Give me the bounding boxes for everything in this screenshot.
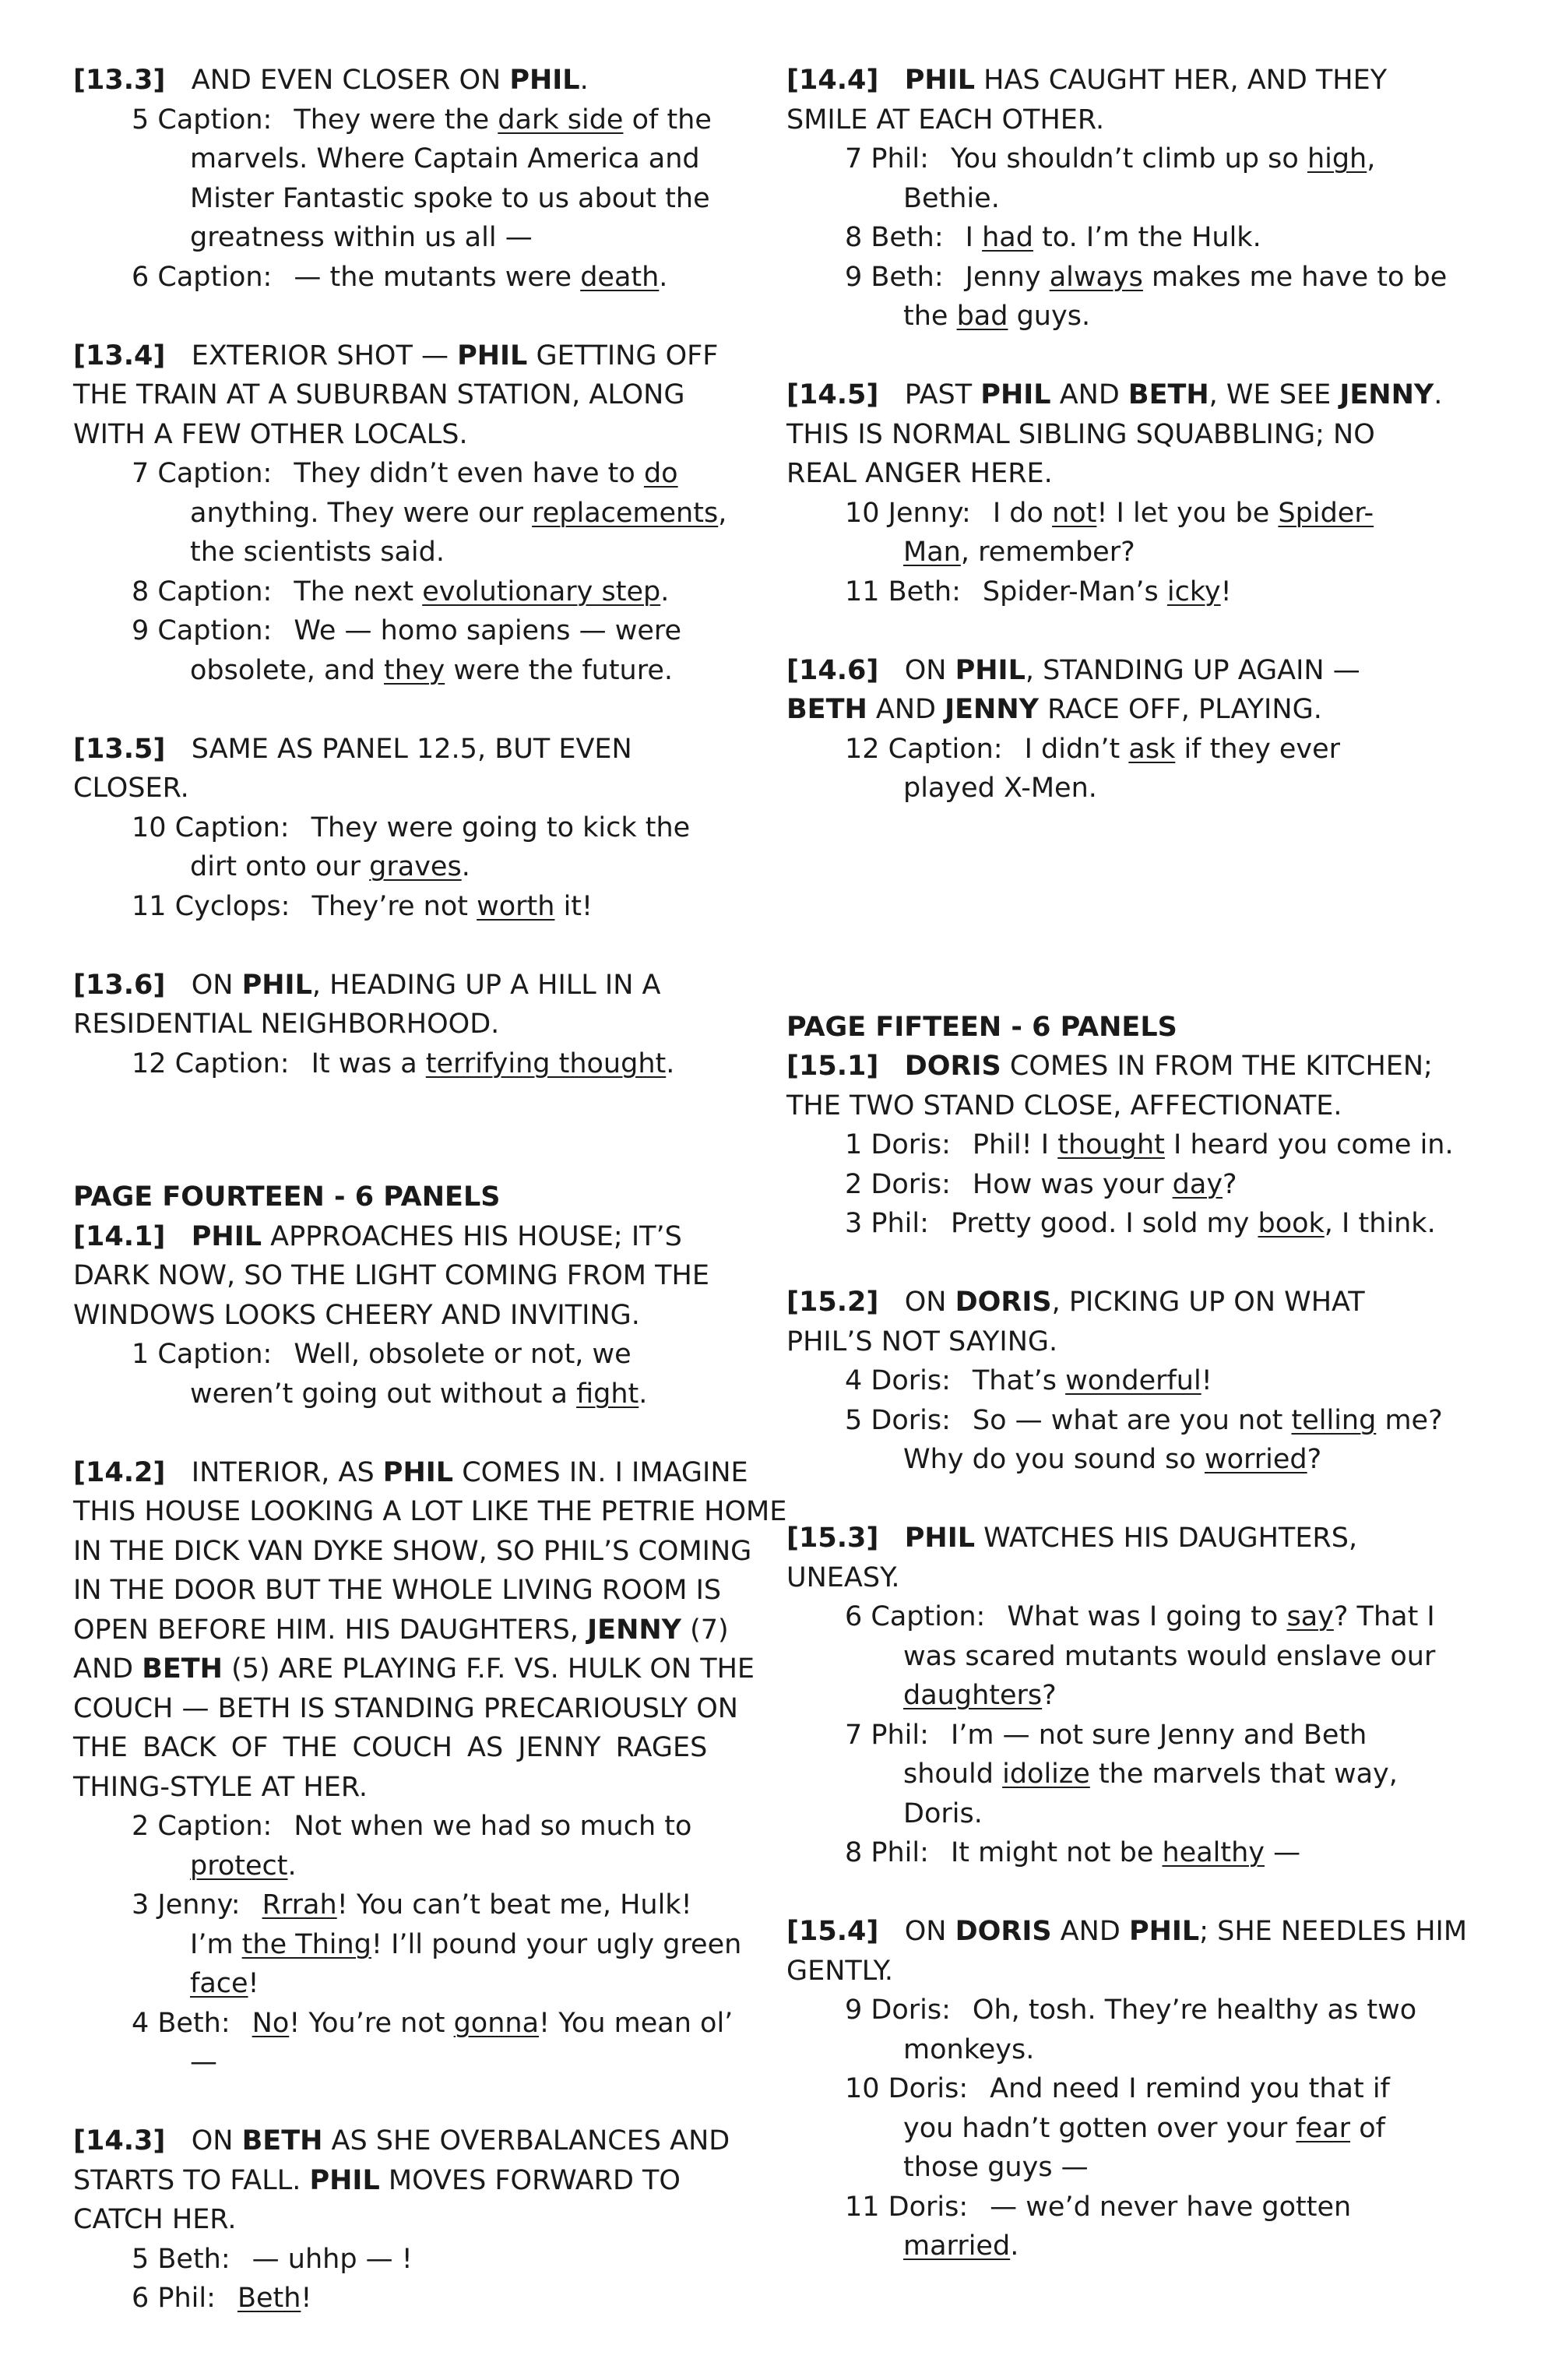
panel-description: THING-STYLE AT HER. — [73, 1771, 368, 1803]
dialogue-line: 3 Phil: Pretty good. I sold my book, I think. — [845, 1208, 1436, 1239]
panel-description: THIS IS NORMAL SIBLING SQUABBLING; NO — [786, 418, 1375, 450]
panel-description: PHIL’S NOT SAYING. — [786, 1326, 1058, 1357]
dialogue-line: 1 Doris: Phil! I thought I heard you come in. — [845, 1129, 1454, 1160]
dialogue-continuation: Mister Fantastic spoke to us about the — [190, 182, 710, 214]
dialogue-continuation: you hadn’t gotten over your fear of — [903, 2112, 1385, 2144]
panel-description: THE TWO STAND CLOSE, AFFECTIONATE. — [786, 1090, 1342, 1121]
panel-description: THIS HOUSE LOOKING A LOT LIKE THE PETRIE HOME — [73, 1496, 787, 1527]
dialogue-continuation: should idolize the marvels that way, — [903, 1759, 1398, 1790]
panel-description: BETH AND JENNY RACE OFF, PLAYING. — [786, 694, 1322, 725]
dialogue-continuation: I’m the Thing! I’ll pound your ugly green — [190, 1928, 742, 1960]
panel-description: OPEN BEFORE HIM. HIS DAUGHTERS, JENNY (7) — [73, 1614, 729, 1646]
panel-description: CATCH HER. — [73, 2204, 237, 2235]
dialogue-line: 1 Caption: Well, obsolete or not, we — [132, 1339, 632, 1370]
dialogue-continuation: played X-Men. — [903, 773, 1097, 804]
dialogue-line: 2 Caption: Not when we had so much to — [132, 1811, 692, 1842]
dialogue-continuation: was scared mutants would enslave our — [903, 1640, 1436, 1672]
dialogue-line: 4 Doris: That’s wonderful! — [845, 1365, 1212, 1396]
dialogue-line: 5 Doris: So — what are you not telling me? — [845, 1404, 1443, 1436]
dialogue-line: 7 Phil: You shouldn’t climb up so high, — [845, 143, 1376, 174]
panel-13-3-header: [13.3] AND EVEN CLOSER ON PHIL. — [73, 65, 589, 96]
dialogue-continuation: weren’t going out without a fight. — [190, 1378, 648, 1410]
panel-14-5-header: [14.5] PAST PHIL AND BETH, WE SEE JENNY. — [786, 379, 1443, 410]
panel-description: DARK NOW, SO THE LIGHT COMING FROM THE — [73, 1260, 709, 1291]
panel-14-2-header: [14.2] INTERIOR, AS PHIL COMES IN. I IMAGINE — [73, 1456, 748, 1488]
panel-description: RESIDENTIAL NEIGHBORHOOD. — [73, 1009, 500, 1040]
dialogue-line: 9 Doris: Oh, tosh. They’re healthy as two — [845, 1994, 1417, 2026]
dialogue-continuation: married. — [903, 2230, 1019, 2262]
panel-14-3-header: [14.3] ON BETH AS SHE OVERBALANCES AND — [73, 2125, 730, 2156]
panel-description: CLOSER. — [73, 773, 189, 804]
panel-15-1-header: [15.1] DORIS COMES IN FROM THE KITCHEN; — [786, 1051, 1433, 1082]
dialogue-line: 6 Caption: — the mutants were death. — [132, 261, 668, 293]
dialogue-line: 9 Caption: We — homo sapiens — were — [132, 615, 682, 646]
panel-description: STARTS TO FALL. PHIL MOVES FORWARD TO — [73, 2164, 681, 2196]
dialogue-line: 3 Jenny: Rrrah! You can’t beat me, Hulk! — [132, 1889, 692, 1921]
dialogue-continuation: dirt onto our graves. — [190, 851, 470, 882]
panel-14-4-header: [14.4] PHIL HAS CAUGHT HER, AND THEY — [786, 65, 1388, 96]
panel-14-1-header: [14.1] PHIL APPROACHES HIS HOUSE; IT’S — [73, 1220, 682, 1252]
dialogue-line: 8 Beth: I had to. I’m the Hulk. — [845, 222, 1261, 253]
dialogue-continuation: Doris. — [903, 1797, 983, 1829]
panel-description: AND BETH (5) ARE PLAYING F.F. VS. HULK ON THE — [73, 1653, 755, 1685]
panel-13-6-header: [13.6] ON PHIL, HEADING UP A HILL IN A — [73, 969, 661, 1001]
panel-description: IN THE DICK VAN DYKE SHOW, SO PHIL’S COMING — [73, 1535, 752, 1567]
dialogue-line: 10 Jenny: I do not! I let you be Spider- — [845, 497, 1374, 529]
dialogue-line: 7 Caption: They didn’t even have to do — [132, 458, 678, 489]
dialogue-line: 4 Beth: No! You’re not gonna! You mean ol’ — [132, 2007, 734, 2039]
dialogue-continuation: — — [190, 2047, 217, 2078]
left-column — [73, 61, 787, 2318]
dialogue-line: 5 Beth: — uhhp — ! — [132, 2243, 413, 2275]
panel-description: GENTLY. — [786, 1955, 894, 1987]
dialogue-continuation: face! — [190, 1968, 259, 1999]
panel-15-2-header: [15.2] ON DORIS, PICKING UP ON WHAT — [786, 1287, 1365, 1318]
dialogue-continuation: protect. — [190, 1850, 297, 1882]
dialogue-continuation: the scientists said. — [190, 537, 445, 568]
dialogue-continuation: obsolete, and they were the future. — [190, 654, 674, 686]
panel-description: COUCH — BETH IS STANDING PRECARIOUSLY ON — [73, 1692, 738, 1724]
dialogue-continuation: greatness within us all — — [190, 222, 533, 253]
panel-description: UNEASY. — [786, 1561, 900, 1593]
panel-description: WITH A FEW OTHER LOCALS. — [73, 418, 468, 450]
dialogue-line: 5 Caption: They were the dark side of the — [132, 104, 712, 136]
dialogue-continuation: monkeys. — [903, 2033, 1035, 2065]
dialogue-continuation: daughters? — [903, 1680, 1057, 1711]
panel-13-5-header: [13.5] SAME AS PANEL 12.5, BUT EVEN — [73, 733, 632, 765]
dialogue-line: 7 Phil: I’m — not sure Jenny and Beth — [845, 1719, 1367, 1751]
dialogue-continuation: marvels. Where Captain America and — [190, 143, 700, 174]
dialogue-line: 11 Beth: Spider-Man’s icky! — [845, 576, 1232, 607]
dialogue-continuation: Man, remember? — [903, 537, 1135, 568]
panel-description: REAL ANGER HERE. — [786, 458, 1053, 489]
dialogue-line: 9 Beth: Jenny always makes me have to be — [845, 261, 1448, 293]
dialogue-line: 11 Doris: — we’d never have gotten — [845, 2191, 1352, 2223]
panel-15-3-header: [15.3] PHIL WATCHES HIS DAUGHTERS, — [786, 1523, 1358, 1554]
panel-description: THE TRAIN AT A SUBURBAN STATION, ALONG — [73, 379, 685, 410]
panel-description: THE BACK OF THE COUCH AS JENNY RAGES — [73, 1732, 708, 1763]
dialogue-continuation: anything. They were our replacements, — [190, 497, 727, 529]
dialogue-continuation: Why do you sound so worried? — [903, 1444, 1322, 1475]
panel-15-4-header: [15.4] ON DORIS AND PHIL; SHE NEEDLES HIM — [786, 1916, 1468, 1947]
panel-13-4-header: [13.4] EXTERIOR SHOT — PHIL GETTING OFF — [73, 340, 719, 371]
panel-14-6-header: [14.6] ON PHIL, STANDING UP AGAIN — — [786, 654, 1360, 686]
dialogue-line: 6 Phil: Beth! — [132, 2283, 312, 2314]
dialogue-line: 8 Caption: The next evolutionary step. — [132, 576, 670, 607]
dialogue-line: 10 Caption: They were going to kick the — [132, 812, 691, 843]
panel-description: IN THE DOOR BUT THE WHOLE LIVING ROOM IS — [73, 1575, 722, 1606]
page-fifteen-heading: PAGE FIFTEEN - 6 PANELS — [786, 1011, 1177, 1043]
right-column — [786, 61, 1479, 2266]
panel-description: SMILE AT EACH OTHER. — [786, 104, 1105, 136]
dialogue-line: 8 Phil: It might not be healthy — — [845, 1837, 1301, 1868]
dialogue-line: 2 Doris: How was your day? — [845, 1168, 1237, 1200]
dialogue-continuation: Bethie. — [903, 182, 1000, 214]
panel-description: WINDOWS LOOKS CHEERY AND INVITING. — [73, 1299, 640, 1331]
dialogue-line: 12 Caption: It was a terrifying thought. — [132, 1047, 675, 1079]
dialogue-continuation: the bad guys. — [903, 301, 1091, 332]
dialogue-line: 11 Cyclops: They’re not worth it! — [132, 890, 593, 922]
dialogue-line: 6 Caption: What was I going to say? That I — [845, 1601, 1435, 1632]
dialogue-continuation: those guys — — [903, 2152, 1089, 2183]
dialogue-line: 12 Caption: I didn’t ask if they ever — [845, 733, 1341, 765]
page-fourteen-heading: PAGE FOURTEEN - 6 PANELS — [73, 1181, 501, 1213]
dialogue-line: 10 Doris: And need I remind you that if — [845, 2073, 1390, 2104]
